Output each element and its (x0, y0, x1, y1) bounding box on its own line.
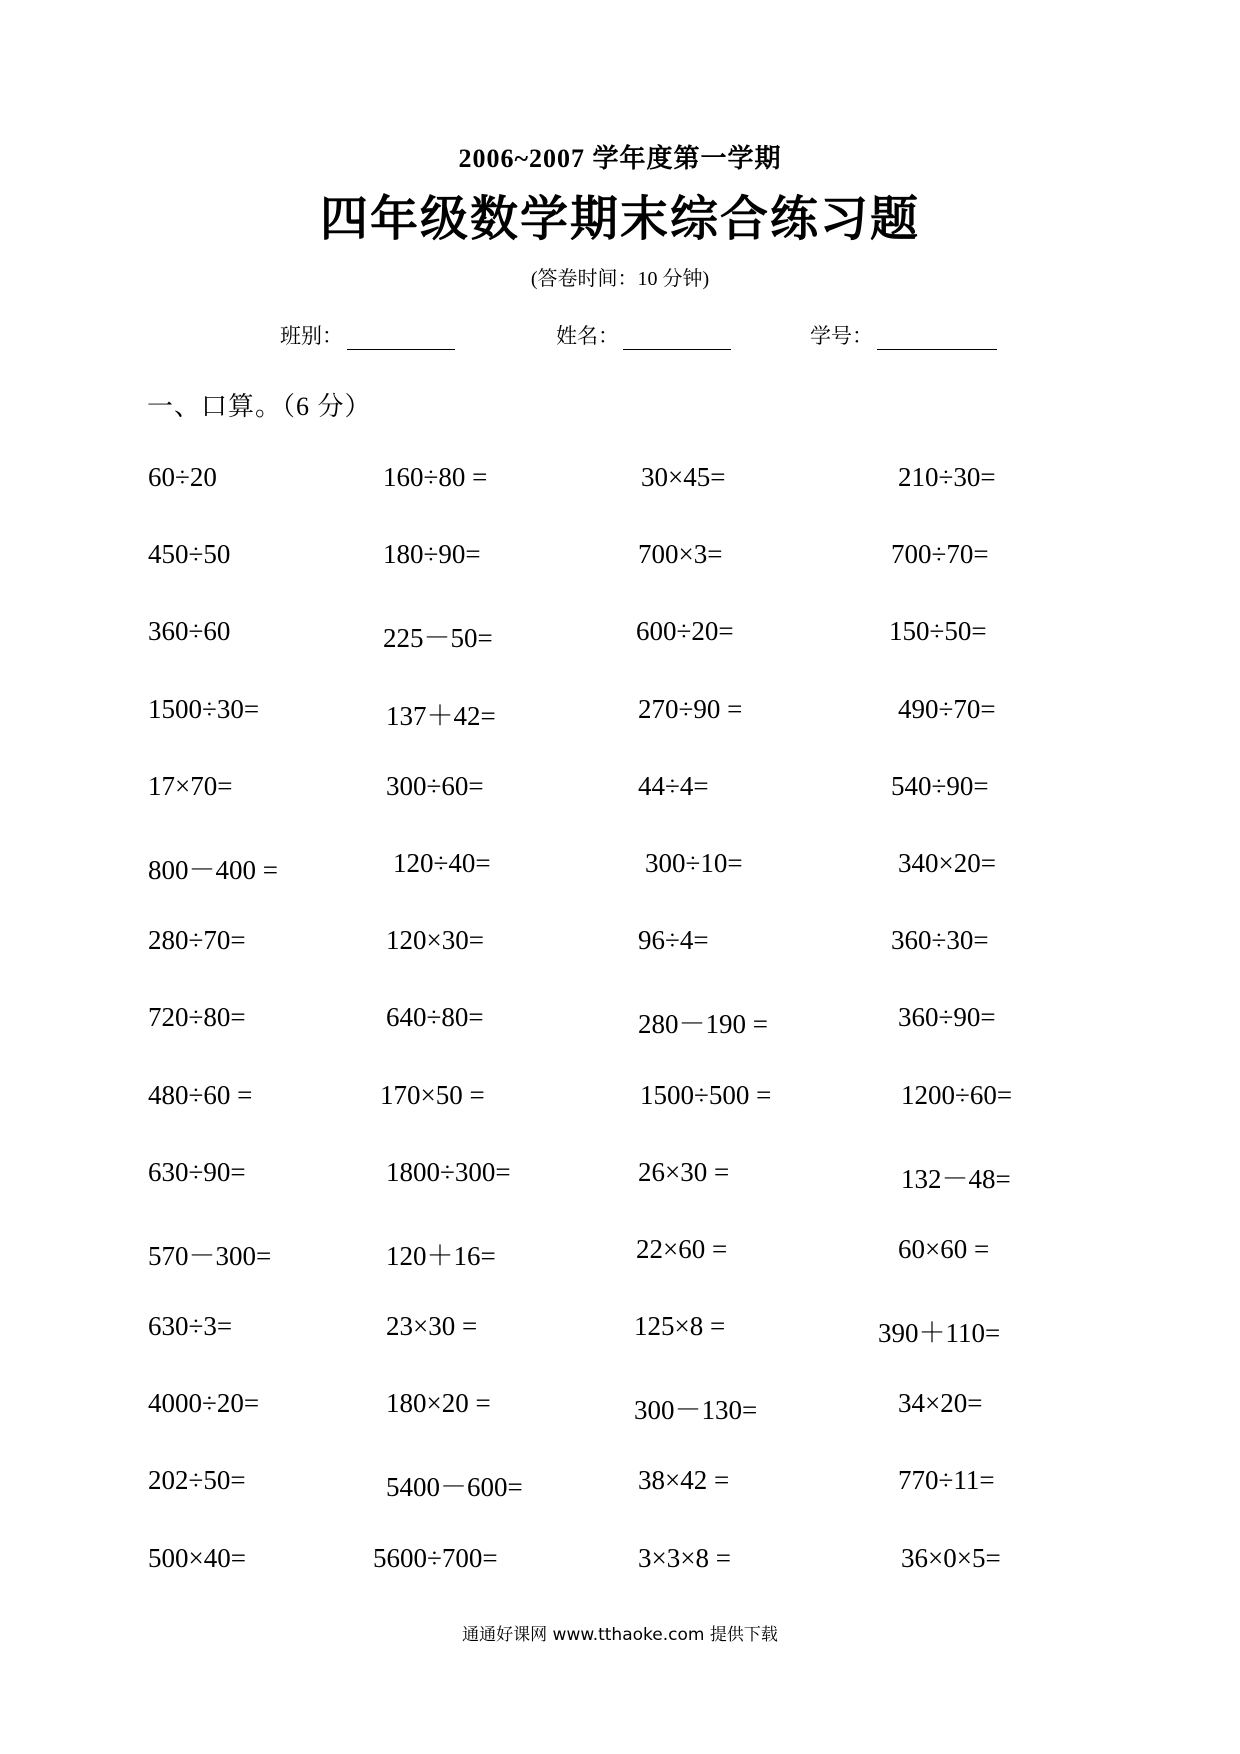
name-label: 姓名： (556, 324, 619, 348)
problem-row (148, 771, 1068, 848)
problem-row (148, 1543, 1068, 1620)
arithmetic-problem: 26×30 = (638, 1156, 730, 1187)
problem-row (148, 539, 1068, 616)
arithmetic-problem: 23×30 = (386, 1311, 478, 1342)
arithmetic-problem: 38×42 = (638, 1465, 730, 1496)
arithmetic-problem: 5400－600= (386, 1472, 523, 1503)
problem-row (148, 1080, 1068, 1157)
arithmetic-problem: 540÷90= (891, 770, 989, 801)
arithmetic-problem: 96÷4= (638, 925, 709, 956)
arithmetic-problem: 44÷4= (638, 770, 709, 801)
problem-row (148, 1311, 1068, 1388)
arithmetic-problem: 1500÷30= (148, 693, 260, 724)
problem-grid (148, 462, 1068, 1620)
arithmetic-problem: 34×20= (898, 1388, 983, 1419)
problem-row (148, 848, 1068, 925)
class-field (280, 320, 455, 350)
arithmetic-problem: 1200÷60= (901, 1079, 1013, 1110)
name-blank[interactable] (623, 327, 731, 350)
arithmetic-problem: 770÷11= (898, 1465, 995, 1496)
arithmetic-problem: 720÷80= (148, 1002, 246, 1033)
arithmetic-problem: 340×20= (898, 847, 996, 878)
student-number-field (810, 320, 997, 350)
arithmetic-problem: 132－48= (901, 1163, 1011, 1194)
time-note: (答卷时间：10 分钟) (530, 268, 710, 290)
arithmetic-problem: 640÷80= (386, 1002, 484, 1033)
problem-row (148, 1465, 1068, 1542)
arithmetic-problem: 3×3×8 = (638, 1542, 731, 1573)
footer-source: 通通好课网 www.tthaoke.com 提供下载 (462, 1625, 778, 1645)
arithmetic-problem: 170×50 = (380, 1079, 485, 1110)
class-label: 班别： (280, 324, 343, 348)
arithmetic-problem: 1500÷500 = (640, 1079, 772, 1110)
arithmetic-problem: 360÷60 (148, 616, 231, 647)
arithmetic-problem: 180÷90= (383, 539, 481, 570)
semester-subtitle: 2006~2007 学年度第一学期 (458, 144, 782, 173)
arithmetic-problem: 60×60 = (898, 1233, 990, 1264)
class-blank[interactable] (347, 327, 455, 350)
arithmetic-problem: 630÷90= (148, 1156, 246, 1187)
arithmetic-problem: 390＋110= (878, 1318, 1001, 1349)
arithmetic-problem: 280－190 = (638, 1009, 768, 1040)
arithmetic-problem: 202÷50= (148, 1465, 246, 1496)
arithmetic-problem: 500×40= (148, 1542, 246, 1573)
problem-row (148, 1388, 1068, 1465)
arithmetic-problem: 360÷90= (898, 1002, 996, 1033)
arithmetic-problem: 570－300= (148, 1240, 272, 1271)
arithmetic-problem: 120÷40= (393, 847, 491, 878)
problem-row (148, 616, 1068, 693)
arithmetic-problem: 17×70= (148, 770, 233, 801)
arithmetic-problem: 300÷10= (645, 847, 743, 878)
arithmetic-problem: 160÷80 = (383, 462, 488, 492)
problem-row (148, 462, 1068, 539)
arithmetic-problem: 36×0×5= (901, 1542, 1001, 1573)
student-number-blank[interactable] (877, 327, 997, 350)
problem-row (148, 1234, 1068, 1311)
arithmetic-problem: 700×3= (638, 539, 723, 570)
arithmetic-problem: 300÷60= (386, 770, 484, 801)
arithmetic-problem: 150÷50= (889, 616, 987, 647)
arithmetic-problem: 600÷20= (636, 616, 734, 647)
arithmetic-problem: 700÷70= (891, 539, 989, 570)
arithmetic-problem: 280÷70= (148, 925, 246, 956)
arithmetic-problem: 22×60 = (636, 1233, 728, 1264)
problem-row (148, 1002, 1068, 1079)
arithmetic-problem: 210÷30= (898, 462, 996, 492)
arithmetic-problem: 800－400 = (148, 854, 278, 885)
arithmetic-problem: 1800÷300= (386, 1156, 511, 1187)
student-number-label: 学号： (810, 324, 873, 348)
arithmetic-problem: 120×30= (386, 925, 484, 956)
problem-row (148, 694, 1068, 771)
arithmetic-problem: 4000÷20= (148, 1388, 260, 1419)
arithmetic-problem: 490÷70= (898, 693, 996, 724)
arithmetic-problem: 120＋16= (386, 1240, 496, 1271)
arithmetic-problem: 450÷50 (148, 539, 231, 570)
section-heading: 一、口算。（6 分） (147, 392, 372, 421)
arithmetic-problem: 137＋42= (386, 700, 496, 731)
name-field (556, 320, 731, 350)
arithmetic-problem: 125×8 = (634, 1311, 726, 1342)
problem-row (148, 1157, 1068, 1234)
arithmetic-problem: 300－130= (634, 1395, 758, 1426)
arithmetic-problem: 225－50= (383, 623, 493, 654)
arithmetic-problem: 60÷20 (148, 462, 217, 492)
arithmetic-problem: 180×20 = (386, 1388, 491, 1419)
arithmetic-problem: 30×45= (641, 462, 726, 492)
arithmetic-problem: 360÷30= (891, 925, 989, 956)
arithmetic-problem: 270÷90 = (638, 693, 743, 724)
page-title: 四年级数学期末综合练习题 (319, 191, 920, 247)
arithmetic-problem: 480÷60 = (148, 1079, 253, 1110)
problem-row (148, 925, 1068, 1002)
arithmetic-problem: 5600÷700= (373, 1542, 498, 1573)
arithmetic-problem: 630÷3= (148, 1311, 233, 1342)
